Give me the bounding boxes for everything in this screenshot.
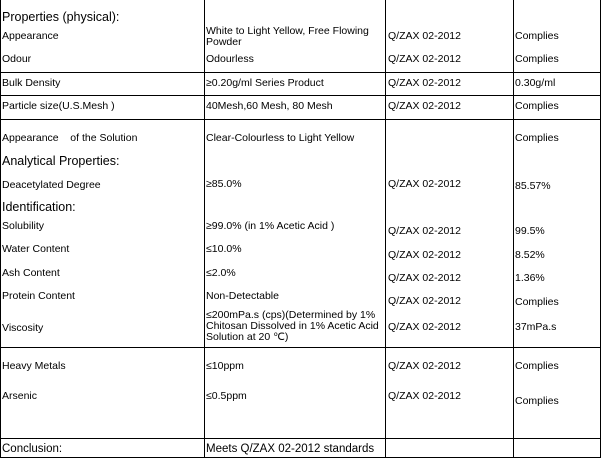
spec-value: ≥85.0% xyxy=(206,178,242,190)
spec-value: White to Light Yellow, Free Flowing Powder xyxy=(206,25,369,48)
item-label: Deacetylated Degree xyxy=(2,179,101,191)
result-value: Complies xyxy=(515,100,559,112)
method-value: Q/ZAX 02-2012 xyxy=(388,272,461,284)
spec-value: Clear-Colourless to Light Yellow xyxy=(206,132,355,144)
result-value: 85.57% xyxy=(515,180,551,192)
method-value: Q/ZAX 02-2012 xyxy=(388,77,461,89)
grid-line xyxy=(0,95,601,96)
grid-line xyxy=(0,0,1,458)
result-value: 8.52% xyxy=(515,249,545,261)
grid-line xyxy=(0,119,601,120)
item-label: Viscosity xyxy=(2,322,44,334)
conclusion-text: Meets Q/ZAX 02-2012 standards xyxy=(206,443,375,455)
grid-line xyxy=(0,72,601,73)
method-value: Q/ZAX 02-2012 xyxy=(388,390,461,402)
spec-value: ≥0.20g/ml Series Product xyxy=(206,77,324,89)
item-label: Appearance xyxy=(2,30,59,42)
section-heading-physical: Properties (physical): xyxy=(2,10,120,24)
result-value: 1.36% xyxy=(515,272,545,284)
result-value: 37mPa.s xyxy=(515,321,557,333)
result-value: Complies xyxy=(515,360,559,372)
item-label: Bulk Density xyxy=(2,77,61,89)
method-value: Q/ZAX 02-2012 xyxy=(388,321,461,333)
item-label: Ash Content xyxy=(2,267,60,279)
result-value: Complies xyxy=(515,132,559,144)
result-value: Complies xyxy=(515,53,559,65)
method-value: Q/ZAX 02-2012 xyxy=(388,249,461,261)
spec-value: ≤10.0% xyxy=(206,243,242,255)
result-value: Complies xyxy=(515,296,559,308)
grid-line xyxy=(0,438,601,439)
grid-line xyxy=(513,0,514,458)
spec-value: ≥99.0% (in 1% Acetic Acid ) xyxy=(206,220,335,232)
spec-value: ≤0.5ppm xyxy=(206,390,247,402)
result-value: Complies xyxy=(515,395,559,407)
spec-value: ≤2.0% xyxy=(206,267,236,279)
item-label: Water Content xyxy=(2,243,70,255)
method-value: Q/ZAX 02-2012 xyxy=(388,178,461,190)
item-label: Odour xyxy=(2,53,32,65)
item-label: Arsenic xyxy=(2,390,38,402)
item-label: Protein Content xyxy=(2,290,75,302)
item-label: Particle size(U.S.Mesh ) xyxy=(2,100,115,112)
method-value: Q/ZAX 02-2012 xyxy=(388,53,461,65)
conclusion-label: Conclusion: xyxy=(2,443,63,455)
method-value: Q/ZAX 02-2012 xyxy=(388,30,461,42)
grid-line xyxy=(385,0,386,458)
spec-value: Non-Detectable xyxy=(206,290,279,302)
grid-line xyxy=(204,0,205,458)
grid-line xyxy=(0,347,601,348)
method-value: Q/ZAX 02-2012 xyxy=(388,295,461,307)
method-value: Q/ZAX 02-2012 xyxy=(388,360,461,372)
section-heading-identification: Identification: xyxy=(2,200,76,214)
item-label: Appearance of the Solution xyxy=(2,132,138,144)
method-value: Q/ZAX 02-2012 xyxy=(388,100,461,112)
section-heading-analytical: Analytical Properties: xyxy=(2,154,120,168)
grid-line xyxy=(600,0,601,458)
result-value: 0.30g/ml xyxy=(515,77,556,89)
spec-value: ≤10ppm xyxy=(206,360,244,372)
spec-value: 40Mesh,60 Mesh, 80 Mesh xyxy=(206,100,333,112)
method-value: Q/ZAX 02-2012 xyxy=(388,225,461,237)
item-label: Solubility xyxy=(2,220,45,232)
result-value: 99.5% xyxy=(515,225,545,237)
spec-value: ≤200mPa.s (cps)(Determined by 1% Chitosan Dissolved in 1% Acetic Acid Solution at 20 ℃) xyxy=(206,309,379,343)
spec-value: Odourless xyxy=(206,53,254,65)
item-label: Heavy Metals xyxy=(2,360,66,372)
result-value: Complies xyxy=(515,30,559,42)
